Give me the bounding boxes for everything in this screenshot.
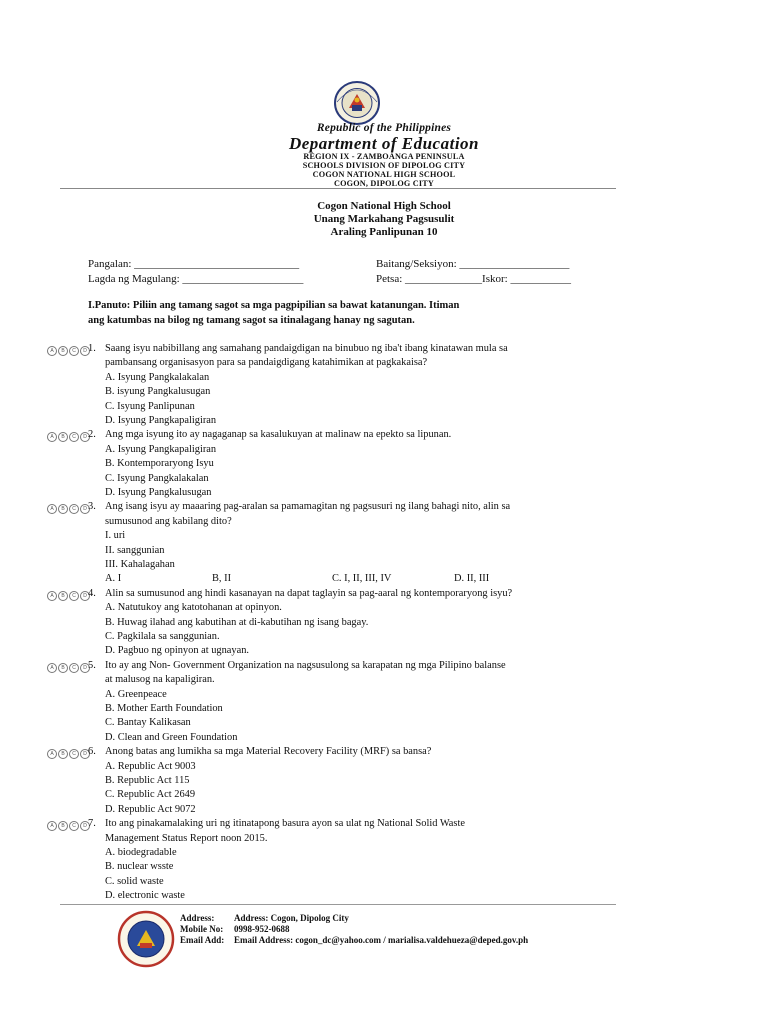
answer-choice: B, II [212, 573, 232, 585]
answer-bubble-d[interactable]: D [80, 504, 90, 514]
footer-email-value: Email Address: cogon_dc@yahoo.com / marialisa.valdehueza@deped.gov.ph [234, 935, 529, 945]
letterhead-school: COGON NATIONAL HIGH SCHOOL [312, 170, 456, 179]
answer-bubbles[interactable] [47, 663, 90, 672]
question-number: 6. [88, 746, 96, 758]
answer-bubbles[interactable] [47, 504, 90, 513]
answer-choice: D. II, III [454, 573, 490, 585]
answer-bubbles[interactable] [47, 749, 90, 758]
answer-choice: A. I [105, 573, 122, 585]
instructions-line-2: ang katumbas na bilog ng tamang sagot sa itinalagang hanay ng sagutan. [88, 315, 415, 326]
answer-choice: B. Mother Earth Foundation [105, 703, 223, 714]
answer-choice: B. Republic Act 115 [105, 775, 190, 786]
answer-bubble-c[interactable]: C [69, 821, 79, 831]
answer-bubble-d[interactable]: D [80, 346, 90, 356]
answer-choice: D. Republic Act 9072 [105, 803, 196, 815]
name-field[interactable]: Pangalan: ______________________________ [88, 258, 300, 270]
answer-choice: B. Huwag ilahad ang kabutihan at di-kabutihan ng isang bagay. [105, 616, 369, 628]
answer-choice: D. Isyung Pangkalusugan [105, 487, 212, 498]
answer-choice: D. Clean and Green Foundation [105, 731, 238, 743]
answer-bubble-d[interactable]: D [80, 591, 90, 601]
answer-bubble-c[interactable]: C [69, 346, 79, 356]
answer-choice: A. Republic Act 9003 [105, 760, 196, 772]
letterhead-location: COGON, DIPOLOG CITY [333, 179, 434, 188]
question-text: Ito ay ang Non- Government Organization na nagsusulong sa karapatan ng mga Pilipino balanse [105, 659, 506, 671]
school-logo-icon [117, 910, 175, 968]
answer-choice: A. Natutukoy ang katotohanan at opinyon. [105, 602, 282, 614]
answer-bubble-a[interactable]: A [47, 432, 57, 442]
question-number: 2. [88, 429, 96, 441]
footer-mobile-label: Mobile No: [180, 924, 224, 934]
answer-bubble-c[interactable]: C [69, 504, 79, 514]
question-item: III. Kahalagahan [105, 559, 175, 570]
footer-address-label: Address: [180, 913, 215, 923]
exam-school-title: Cogon National High School [317, 200, 451, 212]
answer-bubble-b[interactable]: B [58, 591, 68, 601]
question-text: Anong batas ang lumikha sa mga Material Recovery Facility (MRF) sa bansa? [105, 746, 432, 758]
grade-section-field[interactable]: Baitang/Seksiyon: ____________________ [376, 258, 570, 270]
exam-quarter-title: Unang Markahang Pagsusulit [313, 213, 455, 225]
question-text: Ang mga isyung ito ay nagaganap sa kasalukuyan at malinaw na epekto sa lipunan. [105, 429, 452, 441]
answer-bubble-a[interactable]: A [47, 821, 57, 831]
answer-bubble-c[interactable]: C [69, 663, 79, 673]
question-text: sumusunod ang kabilang dito? [105, 515, 232, 527]
answer-choice: D. Pagbuo ng opinyon at ugnayan. [105, 645, 250, 657]
answer-choice: A. Isyung Pangkalakalan [105, 371, 210, 383]
answer-choice: D. electronic waste [105, 890, 185, 902]
question-text: pambansang organisasyon para sa pandaigdigang katahimikan at pagkakaisa? [105, 357, 428, 369]
deped-seal-icon [323, 80, 391, 126]
footer-email-label: Email Add: [180, 935, 225, 945]
answer-bubble-d[interactable]: D [80, 821, 90, 831]
question-text: at malusog na kapaligiran. [105, 674, 215, 686]
letterhead-divider [60, 188, 616, 189]
answer-bubbles[interactable] [47, 591, 90, 600]
answer-choice: C. Isyung Panlipunan [105, 400, 195, 412]
answer-choice: C. Isyung Pangkalakalan [105, 472, 209, 484]
question-number: 4. [88, 587, 96, 599]
question-number: 1. [88, 343, 96, 354]
answer-choice: C. Pagkilala sa sanggunian. [105, 631, 220, 642]
question-text: Ito ang pinakamalaking uri ng itinatapong basura ayon sa ulat ng National Solid Waste [105, 818, 465, 830]
parent-signature-field[interactable]: Lagda ng Magulang: ______________________ [88, 273, 304, 285]
answer-bubble-a[interactable]: A [47, 591, 57, 601]
answer-bubbles[interactable] [47, 346, 90, 355]
question-number: 7. [88, 818, 96, 830]
answer-bubble-d[interactable]: D [80, 663, 90, 673]
letterhead-region: REGION IX - ZAMBOANGA PENINSULA [303, 152, 465, 161]
answer-choice: A. Isyung Pangkapaligiran [105, 443, 217, 455]
answer-bubble-d[interactable]: D [80, 749, 90, 759]
answer-bubble-b[interactable]: B [58, 663, 68, 673]
answer-bubble-d[interactable]: D [80, 432, 90, 442]
answer-bubble-b[interactable]: B [58, 432, 68, 442]
answer-choice: C. solid waste [105, 875, 164, 887]
letterhead-division: SCHOOLS DIVISION OF DIPOLOG CITY [302, 161, 466, 170]
answer-choice: A. Greenpeace [105, 688, 167, 700]
answer-choice: D. Isyung Pangkapaligiran [105, 415, 217, 426]
date-score-field[interactable]: Petsa: ______________Iskor: ___________ [376, 273, 571, 285]
answer-bubble-b[interactable]: B [58, 749, 68, 759]
answer-choice: B. isyung Pangkalusugan [105, 386, 211, 398]
question-number: 5. [88, 659, 96, 671]
answer-choice: C. Bantay Kalikasan [105, 717, 191, 729]
answer-bubble-c[interactable]: C [69, 591, 79, 601]
answer-bubbles[interactable] [47, 432, 90, 441]
question-text: Saang isyu nabibillang ang samahang pandaigdigan na binubuo ng iba't ibang kinatawan mula sa [105, 343, 508, 354]
answer-choice: B. nuclear wsste [105, 861, 174, 873]
question-number: 3. [88, 501, 96, 513]
footer-mobile-value: 0998-952-0688 [234, 924, 290, 934]
answer-bubble-a[interactable]: A [47, 504, 57, 514]
answer-choice: A. biodegradable [105, 847, 177, 858]
answer-bubble-b[interactable]: B [58, 346, 68, 356]
answer-bubble-c[interactable]: C [69, 749, 79, 759]
question-item: II. sanggunian [105, 544, 165, 556]
answer-choice: C. Republic Act 2649 [105, 789, 196, 801]
answer-bubble-b[interactable]: B [58, 504, 68, 514]
question-text: Alin sa sumusunod ang hindi kasanayan na dapat taglayin sa pag-aaral ng kontemporaryong isyu? [105, 587, 513, 599]
answer-bubble-c[interactable]: C [69, 432, 79, 442]
answer-choice: C. I, II, III, IV [332, 573, 392, 585]
answer-bubbles[interactable] [47, 821, 90, 830]
instructions-line-1: I.Panuto: Piliin ang tamang sagot sa mga pagpipilian sa bawat katanungan. Itiman [88, 300, 460, 311]
exam-subject-title: Araling Panlipunan 10 [330, 226, 438, 238]
answer-bubble-a[interactable]: A [47, 346, 57, 356]
question-text: Management Status Report noon 2015. [105, 832, 268, 844]
answer-choice: B. Kontemporaryong Isyu [105, 458, 214, 470]
question-item: I. uri [105, 530, 126, 542]
question-text: Ang isang isyu ay maaaring pag-aralan sa pamamagitan ng pagsusuri ng ilang bahagi nito, alin sa [105, 501, 511, 513]
letterhead-department: Department of Education [288, 134, 479, 153]
answer-bubble-a[interactable]: A [47, 749, 57, 759]
answer-bubble-b[interactable]: B [58, 821, 68, 831]
letterhead-republic: Republic of the Philippines [316, 122, 452, 134]
footer-address-value: Address: Cogon, Dipolog City [234, 913, 349, 923]
footer-divider [60, 904, 616, 905]
answer-bubble-a[interactable]: A [47, 663, 57, 673]
